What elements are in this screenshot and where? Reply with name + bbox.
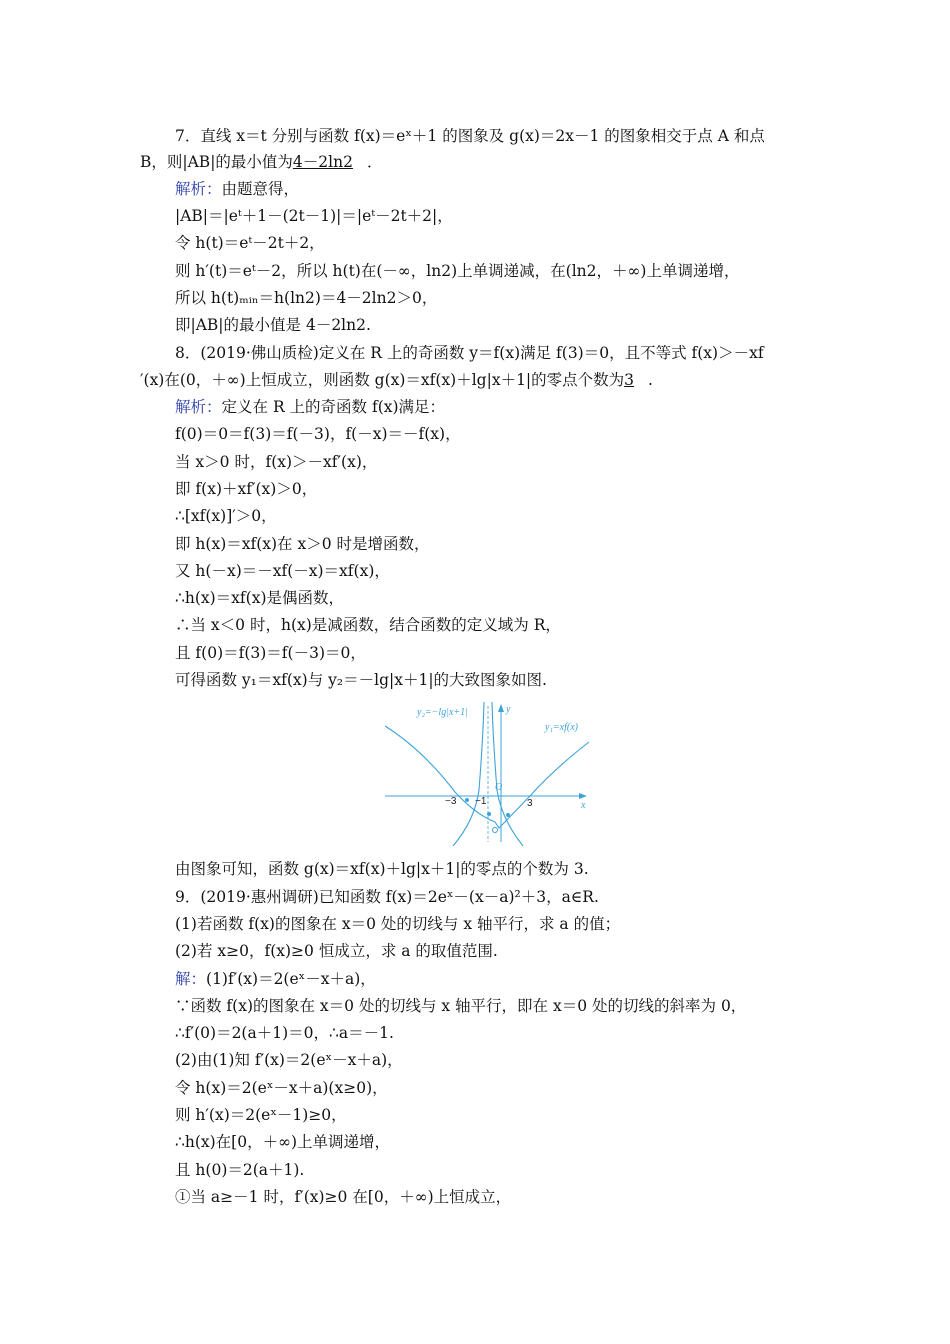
line-text: ∴[xf(x)]′＞0，	[175, 507, 277, 525]
line-text: ①当 a≥－1 时，f′(x)≥0 在[0，＋∞)上恒成立，	[175, 1188, 512, 1206]
answer-blank: 4－2ln2	[292, 153, 353, 171]
text-line	[175, 996, 746, 1016]
x-axis-label: x	[581, 800, 586, 811]
text-line	[175, 643, 366, 663]
line-text: 令 h(t)＝eᵗ－2t＋2，	[175, 234, 325, 252]
text-line	[175, 506, 277, 526]
line-text: 即|AB|的最小值是 4－2ln2.	[175, 316, 371, 334]
text-line	[175, 315, 371, 335]
line-text: f(0)＝0＝f(3)＝f(－3)，f(－x)＝－f(x)，	[175, 425, 461, 443]
line-text: 则 h′(t)＝eᵗ－2，所以 h(t)在(－∞，ln2)上单调递减，在(ln2，＋∞)上单调递增，	[175, 262, 740, 280]
line-text: 且 f(0)＝f(3)＝f(－3)＝0，	[175, 644, 366, 662]
y1-curve	[385, 726, 589, 828]
text-line	[175, 479, 317, 499]
text-line	[175, 561, 390, 581]
text-line	[175, 615, 561, 635]
text-line	[175, 179, 299, 199]
text-line	[175, 1023, 394, 1043]
text-line	[175, 941, 498, 961]
line-text: ．	[366, 153, 383, 171]
graph-svg	[383, 700, 595, 846]
intersection-point-3	[506, 813, 510, 817]
line-text: 9．(2019·惠州调研)已知函数 f(x)＝2eˣ－(x－a)²＋3，a∈R.	[175, 888, 599, 906]
solution-tag: 解析：	[175, 398, 222, 416]
solution-tag: 解析：	[175, 180, 222, 198]
text-line	[175, 914, 620, 934]
line-text: 所以 h(t)ₘᵢₙ＝h(ln2)＝4－2ln2＞0，	[175, 289, 438, 307]
tick-label-neg3: −3	[445, 796, 457, 807]
line-text: 定义在 R 上的奇函数 f(x)满足：	[221, 398, 446, 416]
line-text: 由题意得，	[221, 180, 300, 198]
x-axis-arrow	[579, 793, 587, 799]
y-axis-label: y	[506, 704, 511, 715]
answer-blank: 3	[624, 371, 635, 389]
intersection-point-1	[465, 798, 469, 802]
tick-label-3: 3	[527, 798, 533, 809]
text-line	[175, 397, 445, 417]
text-line	[175, 887, 599, 907]
text-line	[175, 424, 461, 444]
line-text: 即 h(x)＝xf(x)在 x＞0 时是增函数，	[175, 535, 430, 553]
text-line	[175, 343, 764, 363]
text-line	[175, 670, 547, 690]
line-text: ∴h(x)在[0，＋∞)上单调递增，	[175, 1133, 391, 1151]
line-text: 令 h(x)＝2(eˣ－x＋a)(x≥0)，	[175, 1079, 388, 1097]
text-line	[175, 588, 344, 608]
y-axis-arrow	[498, 704, 504, 712]
line-text: (2)若 x≥0，f(x)≥0 恒成立，求 a 的取值范围.	[175, 942, 498, 960]
text-line	[175, 452, 377, 472]
text-line	[175, 206, 453, 226]
line-text: 7．直线 x＝t 分别与函数 f(x)＝eˣ＋1 的图象及 g(x)＝2x－1 的图象相交于点 A 和点	[175, 127, 765, 145]
line-text: (1)若函数 f(x)的图象在 x＝0 处的切线与 x 轴平行，求 a 的值；	[175, 915, 621, 933]
line-text: 可得函数 y₁＝xf(x)与 y₂＝－lg|x＋1|的大致图象如图.	[175, 671, 547, 689]
line-text: 且 h(0)＝2(a＋1).	[175, 1161, 305, 1179]
text-line	[140, 370, 653, 390]
function-graph-figure	[383, 700, 595, 846]
line-text: ∴f′(0)＝2(a＋1)＝0，∴a＝－1.	[175, 1024, 394, 1042]
line-text: 则 h′(x)＝2(eˣ－1)≥0，	[175, 1106, 347, 1124]
text-line	[175, 969, 376, 989]
text-line	[175, 126, 765, 146]
line-text: (1)f′(x)＝2(eˣ－x＋a)，	[206, 970, 376, 988]
line-text: 当 x＞0 时，f(x)＞－xf′(x)，	[175, 453, 378, 471]
line-text: B，则|AB|的最小值为	[140, 153, 293, 171]
text-line	[175, 1160, 304, 1180]
text-line	[175, 1132, 390, 1152]
line-text: ∴当 x＜0 时，h(x)是减函数，结合函数的定义域为 R，	[175, 616, 561, 634]
origin-label: O	[495, 782, 503, 793]
y2-left-branch	[453, 702, 484, 846]
text-line	[175, 534, 430, 554]
text-line	[175, 859, 589, 879]
line-text: 由图象可知，函数 g(x)＝xf(x)＋lg|x＋1|的零点的个数为 3.	[175, 860, 589, 878]
text-line	[175, 233, 325, 253]
line-text: 又 h(－x)＝－xf(－x)＝xf(x)，	[175, 562, 390, 580]
open-point	[493, 828, 498, 833]
line-text: 8．(2019·佛山质检)定义在 R 上的奇函数 y＝f(x)满足 f(3)＝0，且不等式 f(x)＞－xf	[175, 344, 764, 362]
text-line	[140, 152, 382, 172]
solution-tag: 解：	[175, 970, 207, 988]
line-text: .	[648, 371, 653, 389]
line-text: (2)由(1)知 f′(x)＝2(eˣ－x＋a)，	[175, 1051, 403, 1069]
line-text: 即 f(x)＋xf′(x)＞0，	[175, 480, 318, 498]
line-text: ∴h(x)＝xf(x)是偶函数，	[175, 589, 344, 607]
line-text: |AB|＝|eᵗ＋1－(2t－1)|＝|eᵗ－2t＋2|，	[175, 207, 453, 225]
intersection-point-2	[487, 812, 491, 816]
line-text: ∵函数 f(x)的图象在 x＝0 处的切线与 x 轴平行，即在 x＝0 处的切线的斜率为 0，	[175, 997, 747, 1015]
text-line	[175, 1187, 511, 1207]
text-line	[175, 288, 437, 308]
text-line	[175, 1050, 403, 1070]
line-text: ′(x)在(0，＋∞)上恒成立，则函数 g(x)＝xf(x)＋lg|x＋1|的零点个数为	[140, 371, 625, 389]
y2-label: y₂=−lg|x+1|	[417, 707, 468, 718]
text-line	[175, 1105, 347, 1125]
y1-label: y₁=xf(x)	[545, 722, 578, 733]
text-line	[175, 261, 739, 281]
text-line	[175, 1078, 388, 1098]
tick-label-neg1: −1	[475, 796, 487, 807]
